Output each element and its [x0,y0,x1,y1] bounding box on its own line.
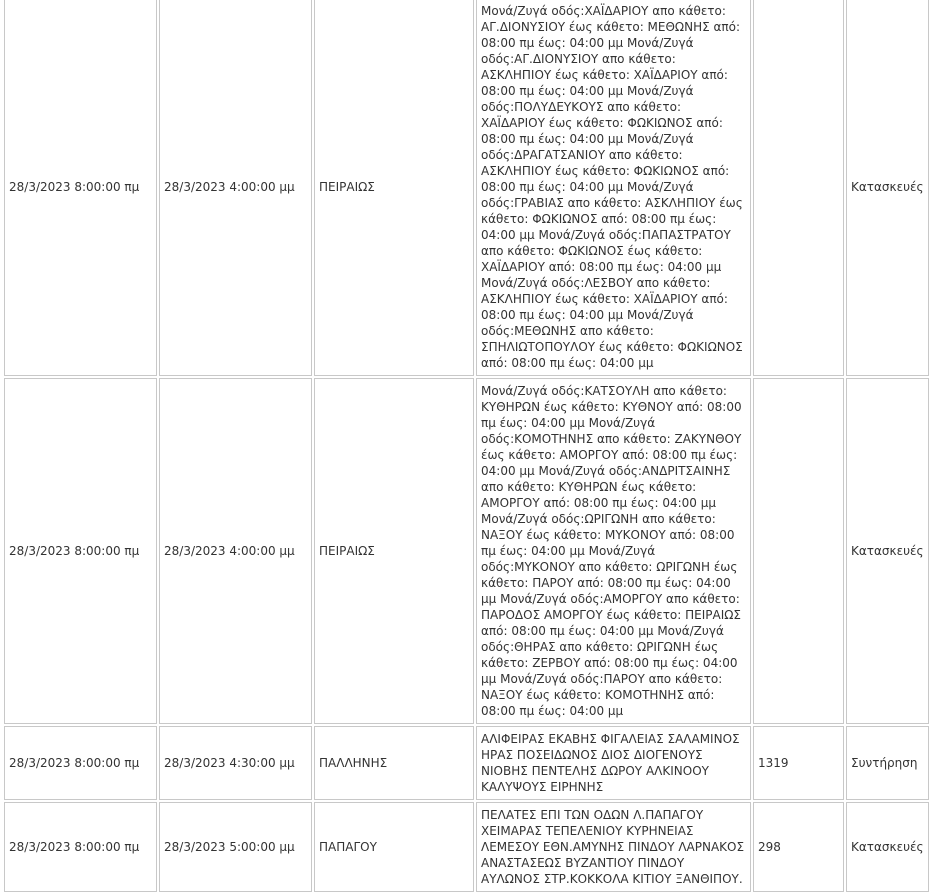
end-time-cell: 28/3/2023 4:00:00 μμ [159,378,312,724]
end-time-cell: 28/3/2023 4:30:00 μμ [159,726,312,800]
number-cell [753,0,844,376]
table-row [4,0,929,376]
affected-streets-cell: ΑΛΙΦΕΙΡΑΣ ΕΚΑΒΗΣ ΦΙΓΑΛΕΙΑΣ ΣΑΛΑΜΙΝΟΣ ΗΡΑΣ ΠΟΣΕΙΔΩΝΟΣ ΔΙΟΣ ΔΙΟΓΕΝΟΥΣ ΝΙΟΒΗΣ ΠΕΝΤΕΛΗΣ ΔΩΡΟΥ ΑΛΚΙΝΟΟΥ ΚΑΛΥΨΟΥΣ ΕΙΡΗΝΗΣ [476,726,751,800]
number-cell [753,378,844,724]
outage-type-cell: Κατασκευές [846,802,929,892]
start-time-cell: 28/3/2023 8:00:00 πμ [4,378,157,724]
outages-table [2,0,931,894]
outage-type-cell: Συντήρηση [846,726,929,800]
end-time-cell: 28/3/2023 4:00:00 μμ [159,0,312,376]
start-time-cell: 28/3/2023 8:00:00 πμ [4,726,157,800]
affected-streets-cell: Μονά/Ζυγά οδός:ΚΑΤΣΟΥΛΗ απο κάθετο: ΚΥΘΗΡΩΝ έως κάθετο: ΚΥΘΝΟΥ από: 08:00 πμ έως: 04:00 μμ Μονά/Ζυγά οδός:ΚΟΜΟΤΗΝΗΣ απο κάθετο: ΖΑΚΥΝΘΟΥ έως κάθετο: ΑΜΟΡΓΟΥ από: 08:00 πμ έως: 04:00 μμ Μονά/Ζυγά οδός:ΑΝΔΡΙΤΣΑΙΝΗΣ απο κάθετο: ΚΥΘΗΡΩΝ έως κάθετο: ΑΜΟΡΓΟΥ από: 08:00 πμ έως: 04:00 μμ Μονά/Ζυγά οδός:ΩΡΙΓΩΝΗ απο κάθετο: ΝΑΞΟΥ έως κάθετο: ΜΥΚΟΝΟΥ από: 08:00 πμ έως: 04:00 μμ Μονά/Ζυγά οδός:ΜΥΚΟΝΟΥ απο κάθετο: ΩΡΙΓΩΝΗ έως κάθετο: ΠΑΡΟΥ από: 08:00 πμ έως: 04:00 μμ Μονά/Ζυγά οδός:ΑΜΟΡΓΟΥ απο κάθετο: ΠΑΡΟΔΟΣ ΑΜΟΡΓΟΥ έως κάθετο: ΠΕΙΡΑΙΩΣ από: 08:00 πμ έως: 04:00 μμ Μονά/Ζυγά οδός:ΘΗΡΑΣ απο κάθετο: ΩΡΙΓΩΝΗ έως κάθετο: ΖΕΡΒΟΥ από: 08:00 πμ έως: 04:00 μμ Μονά/Ζυγά οδός:ΠΑΡΟΥ απο κάθετο: ΝΑΞΟΥ έως κάθετο: ΚΟΜΟΤΗΝΗΣ από: 08:00 πμ έως: 04:00 μμ [476,378,751,724]
table-row [4,378,929,724]
start-time-cell: 28/3/2023 8:00:00 πμ [4,802,157,892]
area-cell: ΠΑΠΑΓΟΥ [314,802,474,892]
area-cell: ΠΑΛΛΗΝΗΣ [314,726,474,800]
area-cell: ΠΕΙΡΑΙΩΣ [314,0,474,376]
end-time-cell: 28/3/2023 5:00:00 μμ [159,802,312,892]
number-cell: 1319 [753,726,844,800]
start-time-cell: 28/3/2023 8:00:00 πμ [4,0,157,376]
table-row [4,726,929,800]
table-row [4,802,929,892]
area-cell: ΠΕΙΡΑΙΩΣ [314,378,474,724]
outage-type-cell: Κατασκευές [846,0,929,376]
affected-streets-cell: Μονά/Ζυγά οδός:ΧΑΪΔΑΡΙΟΥ απο κάθετο: ΑΓ.ΔΙΟΝΥΣΙΟΥ έως κάθετο: ΜΕΘΩΝΗΣ από: 08:00 πμ έως: 04:00 μμ Μονά/Ζυγά οδός:ΑΓ.ΔΙΟΝΥΣΙΟΥ απο κάθετο: ΑΣΚΛΗΠΙΟΥ έως κάθετο: ΧΑΪΔΑΡΙΟΥ από: 08:00 πμ έως: 04:00 μμ Μονά/Ζυγά οδός:ΠΟΛΥΔΕΥΚΟΥΣ απο κάθετο: ΧΑΪΔΑΡΙΟΥ έως κάθετο: ΦΩΚΙΩΝΟΣ από: 08:00 πμ έως: 04:00 μμ Μονά/Ζυγά οδός:ΔΡΑΓΑΤΣΑΝΙΟΥ απο κάθετο: ΑΣΚΛΗΠΙΟΥ έως κάθετο: ΦΩΚΙΩΝΟΣ από: 08:00 πμ έως: 04:00 μμ Μονά/Ζυγά οδός:ΓΡΑΒΙΑΣ απο κάθετο: ΑΣΚΛΗΠΙΟΥ έως κάθετο: ΦΩΚΙΩΝΟΣ από: 08:00 πμ έως: 04:00 μμ Μονά/Ζυγά οδός:ΠΑΠΑΣΤΡΑΤΟΥ απο κάθετο: ΦΩΚΙΩΝΟΣ έως κάθετο: ΧΑΪΔΑΡΙΟΥ από: 08:00 πμ έως: 04:00 μμ Μονά/Ζυγά οδός:ΛΕΣΒΟΥ απο κάθετο: ΑΣΚΛΗΠΙΟΥ έως κάθετο: ΧΑΪΔΑΡΙΟΥ από: 08:00 πμ έως: 04:00 μμ Μονά/Ζυγά οδός:ΜΕΘΩΝΗΣ απο κάθετο: ΣΠΗΛΙΩΤΟΠΟΥΛΟΥ έως κάθετο: ΦΩΚΙΩΝΟΣ από: 08:00 πμ έως: 04:00 μμ [476,0,751,376]
outage-type-cell: Κατασκευές [846,378,929,724]
affected-streets-cell: ΠΕΛΑΤΕΣ ΕΠΙ ΤΩΝ ΟΔΩΝ Λ.ΠΑΠΑΓΟΥ ΧΕΙΜΑΡΑΣ ΤΕΠΕΛΕΝΙΟΥ ΚΥΡΗΝΕΙΑΣ ΛΕΜΕΣΟΥ ΕΘΝ.ΑΜΥΝΗΣ ΠΙΝΔΟΥ ΛΑΡΝΑΚΟΣ ΑΝΑΣΤΑΣΕΩΣ ΒΥΖΑΝΤΙΟΥ ΠΙΝΔΟΥ ΑΥΛΩΝΟΣ ΣΤΡ.ΚΟΚΚΟΛΑ ΚΙΤΙΟΥ ΞΑΝΘΙΠΟΥ. [476,802,751,892]
number-cell: 298 [753,802,844,892]
